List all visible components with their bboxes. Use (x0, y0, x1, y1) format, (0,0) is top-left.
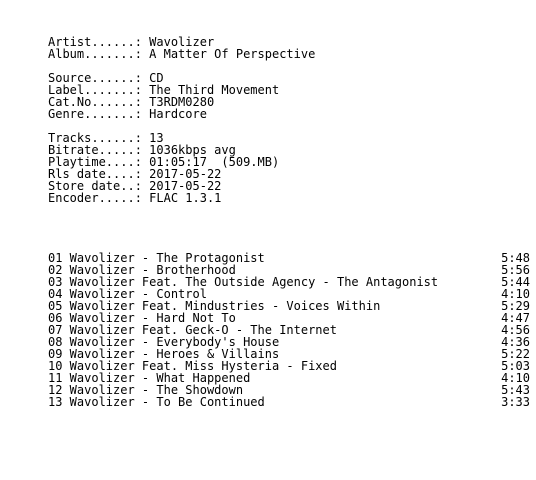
store-date-key: Store date..: (48, 179, 150, 193)
track-time: 5:43 (501, 383, 530, 397)
track-time: 4:10 (501, 371, 530, 385)
track-title: 04 Wavolizer - Control (48, 287, 207, 301)
track-time: 5:44 (501, 275, 530, 289)
nfo-document (48, 36, 530, 408)
playtime-key: Playtime....: (48, 155, 150, 169)
track-time: 4:36 (501, 335, 530, 349)
encoder-row (48, 192, 530, 204)
store-date-value: 2017-05-22 (149, 179, 222, 193)
catno-value: T3RDM0280 (149, 95, 215, 109)
track-time: 5:48 (501, 251, 530, 265)
genre-key: Genre.......: (48, 107, 150, 121)
tracks-key: Tracks......: (48, 131, 150, 145)
album-value: A Matter Of Perspective (149, 47, 316, 61)
genre-value: Hardcore (149, 107, 207, 121)
artist-value: Wavolizer (149, 35, 215, 49)
rls-date-key: Rls date....: (48, 167, 150, 181)
track-title: 03 Wavolizer Feat. The Outside Agency - The Antagonist (48, 275, 439, 289)
source-key: Source......: (48, 71, 150, 85)
bitrate-value: 1036kbps avg (149, 143, 236, 157)
track-title: 11 Wavolizer - What Happened (48, 371, 251, 385)
track-title: 02 Wavolizer - Brotherhood (48, 263, 236, 277)
track-time: 5:56 (501, 263, 530, 277)
tracks-value: 13 (149, 131, 164, 145)
source-value: CD (149, 71, 164, 85)
track-time: 5:29 (501, 299, 530, 313)
catno-key: Cat.No......: (48, 95, 150, 109)
track-title: 10 Wavolizer Feat. Miss Hysteria - Fixed (48, 359, 337, 373)
rls-date-value: 2017-05-22 (149, 167, 222, 181)
track-title: 01 Wavolizer - The Protagonist (48, 251, 265, 265)
track-time: 4:56 (501, 323, 530, 337)
tracklist (48, 252, 530, 408)
album-key: Album.......: (48, 47, 150, 61)
encoder-value: FLAC 1.3.1 (149, 191, 222, 205)
playtime-value: 01:05:17 (509.MB) (149, 155, 280, 169)
track-time: 5:22 (501, 347, 530, 361)
track-time: 4:47 (501, 311, 530, 325)
track-row (48, 396, 530, 408)
track-title: 12 Wavolizer - The Showdown (48, 383, 244, 397)
track-title: 06 Wavolizer - Hard Not To (48, 311, 236, 325)
label-value: The Third Movement (149, 83, 280, 97)
track-time: 5:03 (501, 359, 530, 373)
album-row (48, 48, 530, 60)
genre-row (48, 108, 530, 120)
bitrate-key: Bitrate.....: (48, 143, 150, 157)
label-key: Label.......: (48, 83, 150, 97)
encoder-key: Encoder.....: (48, 191, 150, 205)
spacer (48, 204, 530, 252)
track-title: 07 Wavolizer Feat. Geck-O - The Internet (48, 323, 337, 337)
artist-key: Artist......: (48, 35, 150, 49)
track-title: 09 Wavolizer - Heroes & Villains (48, 347, 280, 361)
track-time: 3:33 (501, 395, 530, 409)
track-time: 4:10 (501, 287, 530, 301)
track-title: 13 Wavolizer - To Be Continued (48, 395, 265, 409)
track-title: 05 Wavolizer Feat. Mindustries - Voices Within (48, 299, 381, 313)
track-title: 08 Wavolizer - Everybody's House (48, 335, 280, 349)
